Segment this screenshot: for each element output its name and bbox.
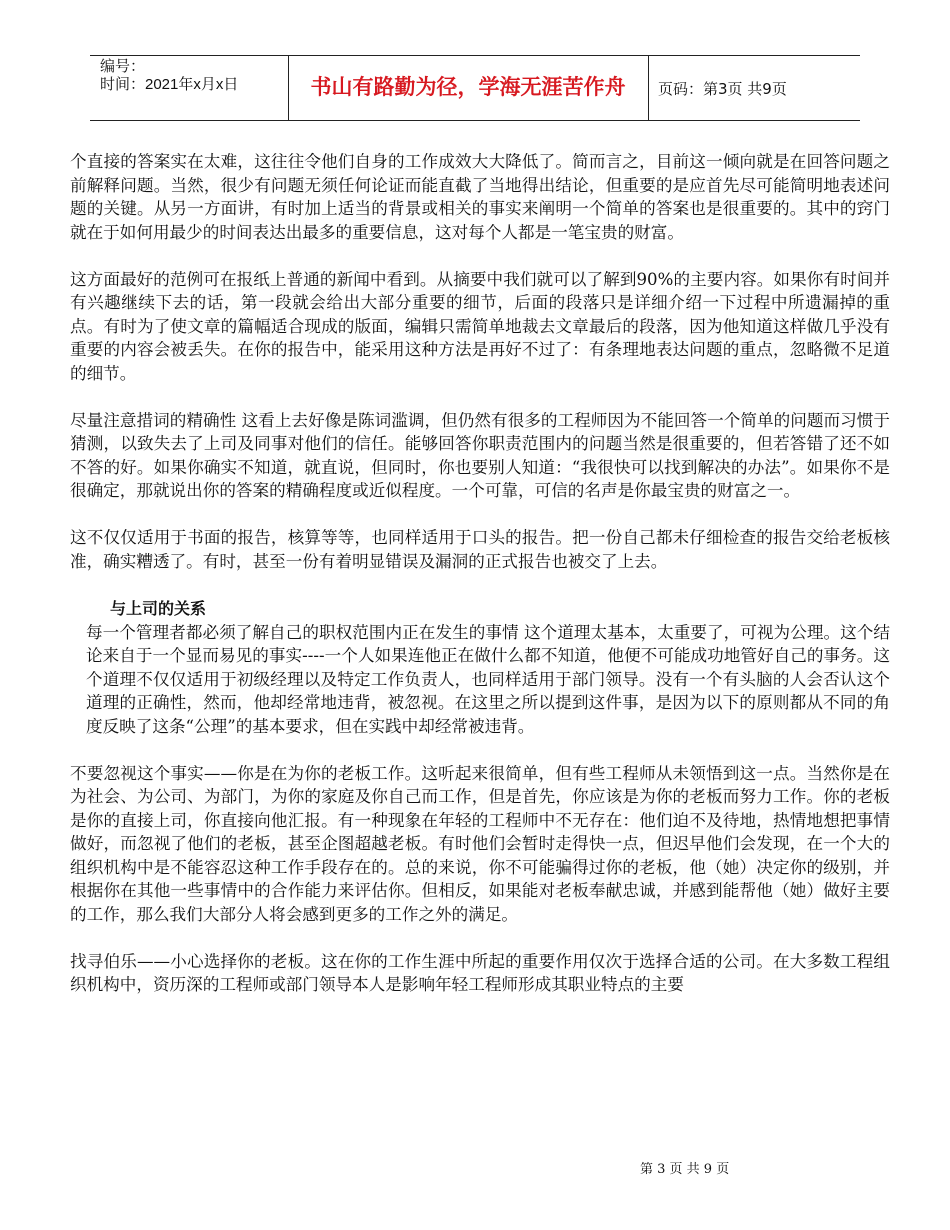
- paragraph: 这方面最好的范例可在报纸上普通的新闻中看到。从摘要中我们就可以了解到90%的主要内容。如果你有时间并有兴趣继续下去的话，第一段就会给出大部分重要的细节，后面的段落只是详细介绍一下过程中所遗漏掉的重点。有时为了使文章的篇幅适合现成的版面，编辑只需简单地裁去文章最后的段落，因为他知道这样做几乎没有重要的内容会被丢失。在你的报告中，能采用这种方法是再好不过了：有条理地表达问题的重点，忽略微不足道的细节。: [70, 269, 890, 383]
- paragraph: 找寻伯乐——小心选择你的老板。这在你的工作生涯中所起的重要作用仅次于选择合适的公司。在大多数工程组织机构中，资历深的工程师或部门领导本人是影响年轻工程师形成其职业特点的主要: [70, 951, 890, 994]
- document-body: [70, 150, 890, 1020]
- section-heading: 与上司的关系: [110, 598, 207, 618]
- header-page-info: 页码：第3页 共9页: [658, 80, 787, 98]
- paragraph: 不要忽视这个事实——你是在为你的老板工作。这听起来很简单，但有些工程师从未领悟到这一点。当然你是在为社会、为公司、为部门，为你的家庭及你自己而工作，但是首先，你应该是为你的老板而努力工作。你的老板是你的直接上司，你直接向他汇报。有一种现象在年轻的工程师中不无存在：他们迫不及待地，热情地想把事情做好，而忽视了他们的老板，甚至企图超越老板。有时他们会暂时走得快一点，但迟早他们会发现，在一个大的组织机构中是不能容忍这种工作手段存在的。总的来说，你不可能骗得过你的老板，他（她）决定你的级别，并根据你在其他一些事情中的合作能力来评估你。但相反，如果能对老板奉献忠诚，并感到能帮他（她）做好主要的工作，那么我们大部分人将会感到更多的工作之外的满足。: [70, 763, 890, 924]
- paragraph: 个直接的答案实在太难，这往往令他们自身的工作成效大大降低了。简而言之，目前这一倾向就是在回答问题之前解释问题。当然，很少有问题无须任何论证而能直截了当地得出结论，但重要的是应首先尽可能简明地表述问题的关键。从另一方面讲，有时加上适当的背景或相关的事实来阐明一个简单的答案也是很重要的。其中的窍门就在于如何用最少的时间表达出最多的重要信息，这对每个人都是一笔宝贵的财富。: [70, 152, 890, 242]
- header-bottom-rule: [90, 120, 860, 121]
- number-label: 编号：: [100, 58, 146, 75]
- header-divider: [648, 55, 649, 120]
- header-top-rule: [90, 55, 860, 56]
- time-label: 时间：2021年x月x日: [100, 76, 239, 93]
- header-meta: [100, 58, 238, 94]
- section-intro-paragraph: 每一个管理者都必须了解自己的职权范围内正在发生的事情 这个道理太基本，太重要了，可视为公理。这个结论来自于一个显而易见的事实----一个人如果连他正在做什么都不知道，他便不可能成功地管好自己的事务。这个道理不仅仅适用于初级经理以及特定工作负责人，也同样适用于部门领导。没有一个有头脑的人会否认这个道理的正确性，然而，他却经常地违背，被忽视。在这里之所以提到这件事，是因为以下的原则都从不同的角度反映了这条“公理”的基本要求，但在实践中却经常被违背。: [86, 622, 890, 736]
- page-header: [90, 52, 860, 122]
- paragraph: 尽量注意措词的精确性 这看上去好像是陈词滥调，但仍然有很多的工程师因为不能回答一个简单的问题而习惯于猜测，以致失去了上司及同事对他们的信任。能够回答你职责范围内的问题当然是很重要的，但若答错了还不如不答的好。如果你确实不知道，就直说，但同时，你也要别人知道：“我很快可以找到解决的办法”。如果你不是很确定，那就说出你的答案的精确程度或近似程度。一个可靠，可信的名声是你最宝贵的财富之一。: [70, 410, 890, 500]
- header-motto: 书山有路勤为径，学海无涯苦作舟: [310, 75, 626, 99]
- page-footer: 第 3 页 共 9 页: [640, 1162, 730, 1177]
- paragraph: 这不仅仅适用于书面的报告，核算等等，也同样适用于口头的报告。把一份自己都未仔细检查的报告交给老板核准，确实糟透了。有时，甚至一份有着明显错误及漏洞的正式报告也被交了上去。: [70, 528, 890, 571]
